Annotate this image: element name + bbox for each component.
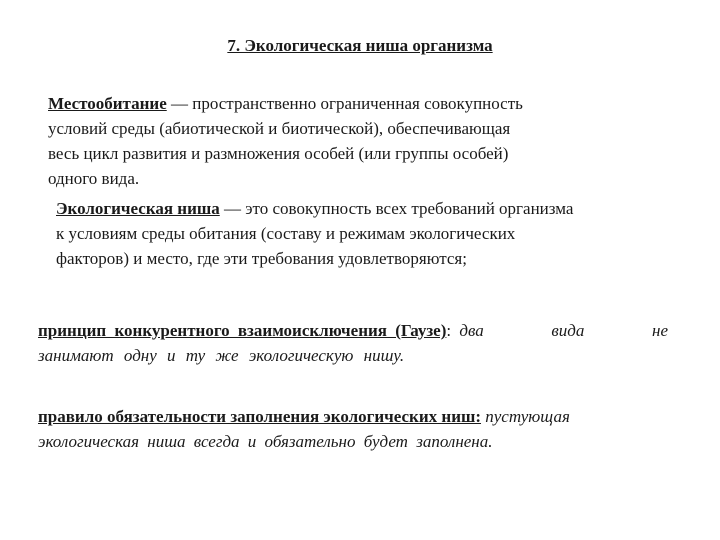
niche-line-2: к условиям среды обитания (составу и режимам экологических [56, 224, 516, 243]
competitive-exclusion-principle [38, 318, 678, 368]
habitat-term: Местообитание [48, 94, 167, 113]
niche-term: Экологическая ниша [56, 199, 220, 218]
niche-line-1 [56, 196, 676, 221]
principle-word-1: два [459, 321, 484, 340]
niche-line-3: факторов) и место, где эти требования удовлетворяются; [56, 249, 467, 268]
niche-text-1: — это совокупность всех требований организма [219, 199, 574, 218]
habitat-definition [48, 91, 648, 191]
rule-line-2: экологическая ниша всегда и обязательно будет заполнена. [38, 432, 493, 451]
principle-word-3: не [652, 321, 668, 340]
principle-colon: : [446, 321, 460, 340]
niche-definition [56, 196, 676, 271]
principle-line-2: занимают одну и ту же экологическую нишу. [38, 346, 405, 365]
principle-word-2: вида [551, 321, 585, 340]
principle-line-1 [38, 318, 668, 343]
principle-term: принцип конкурентного взаимоисключения (Гаузе) [38, 321, 447, 340]
principle-lead [38, 318, 484, 343]
habitat-line-3: весь цикл развития и размножения особей (или группы особей) [48, 144, 509, 163]
page-title: 7. Экологическая ниша организма [227, 36, 493, 55]
habitat-text-1: — пространственно ограниченная совокупность [166, 94, 523, 113]
habitat-line-1 [48, 91, 648, 116]
habitat-line-4: одного вида. [48, 169, 140, 188]
habitat-line-2: условий среды (абиотической и биотической), обеспечивающая [48, 119, 511, 138]
rule-line-1 [38, 404, 678, 429]
rule-text-1: пустующая [481, 407, 570, 426]
rule-term: правило обязательности заполнения экологических ниш: [38, 407, 482, 426]
niche-filling-rule [38, 404, 678, 454]
